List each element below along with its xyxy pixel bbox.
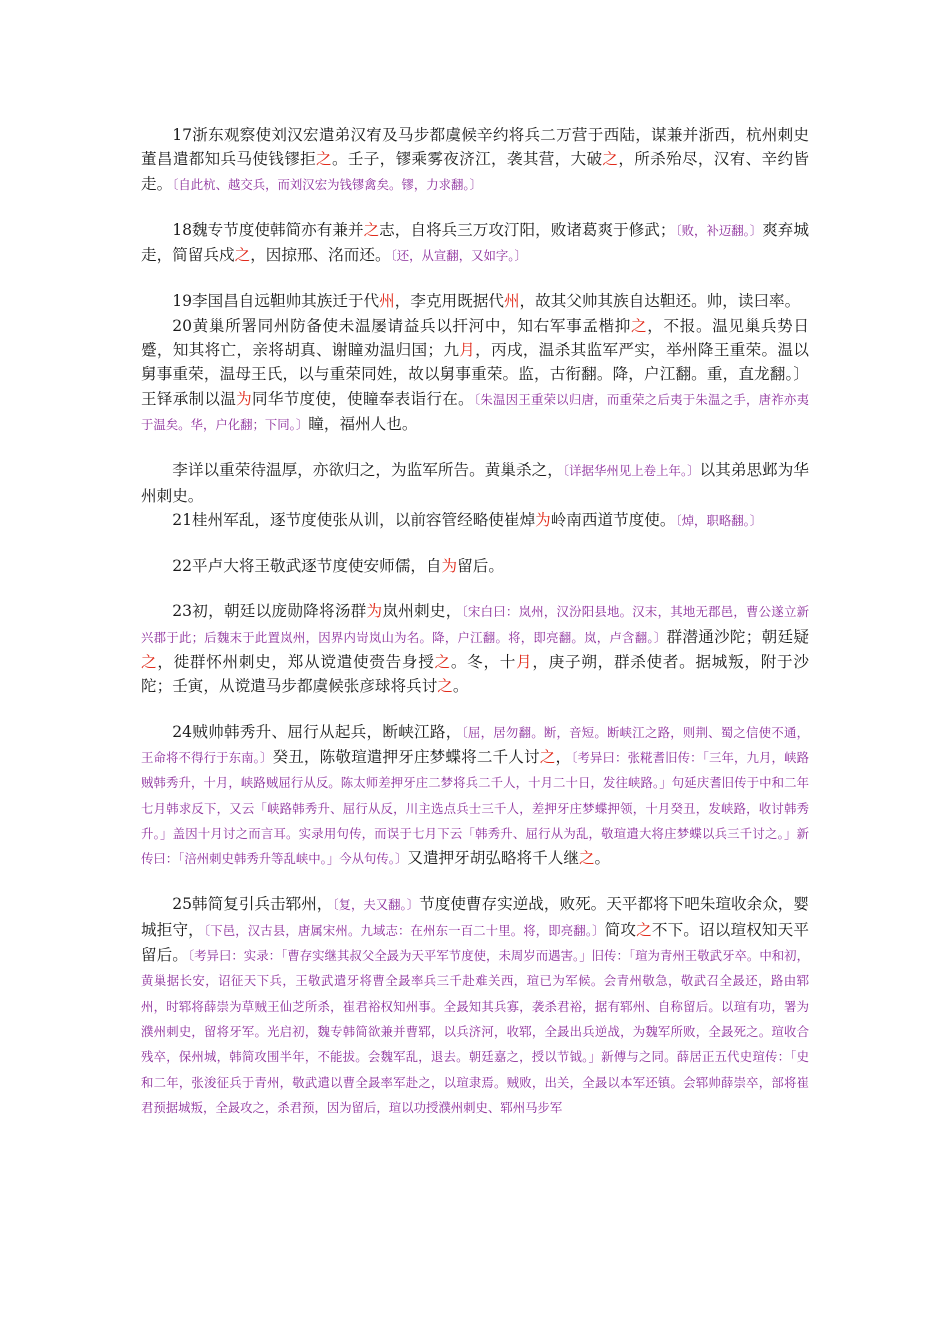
highlighted-char: 月 (516, 653, 533, 672)
text-run: 爽弃城走，简留兵戍 (141, 220, 809, 265)
text-run: 。 (594, 849, 611, 868)
text-run: 简攻 (604, 920, 637, 939)
annotation-note: 〔考异曰：实录：「曹存实继其叔父全晸为天平军节度使，未周岁而遇害。」旧传：「瑄为青州王敬武牙卒。中和初，黄巢据长安，诏征天下兵，王敬武遣牙将曹全晸率兵三千赴难关西，瑄已为军候。会青州敬急，敬武召全晸还，路由郓州，时郓将薛崇为草贼王仙芝所杀，崔君裕权知州事。全晸知其兵寡，袭杀君裕，据有郓州、自称留后。以瑄有功，署为濮州刺史，留将牙军。光启初，魏专韩简欲兼并曹郓，以兵济河，收郓，全晸出兵逆战，为魏军所败，全晸死之。瑄收合残卒，保州城，韩简攻围半年，不能拔。会魏军乱，退去。朝廷嘉之，授以节钺。」新傅与之同。薛居正五代史瑄传：「史和二年，张浚征兵于青州，敬武遣以曹全晸率军赴之，以瑄隶焉。贼败，出关，全晸以本军还镇。会郓帅薛崇卒，部将崔君预据城叛，全晸攻之，杀君预，因为留后，瑄以功授濮州刺史、郓州马步军 (141, 948, 809, 1115)
annotation-note: 〔还，从宣翻，又如字。〕 (390, 248, 527, 264)
text-run: 岭南西道节度使。 (550, 510, 676, 529)
text-run: ，所杀殆尽，汉宥、辛约皆走。 (141, 150, 809, 193)
highlighted-char: 之 (234, 246, 251, 265)
highlighted-char: 之 (363, 220, 380, 239)
text-run: ，不报。温见巢兵势日蹙，知其将亡，亲将胡真、谢瞳劝温归国；九 (141, 316, 809, 360)
text-run: 同华节度使，使瞳奉表诣行在。 (251, 389, 474, 408)
highlighted-char: 之 (316, 150, 332, 169)
annotation-note: 〔宋白曰：岚州，汉汾阳县地。汉末，其地无郡邑，曹公遂立新兴郡于此；后魏末于此置岚州，因界内岢岚山为名。降，户江翻。将，即亮翻。岚，卢含翻。〕 (141, 604, 809, 645)
text-run: 留后。 (457, 557, 504, 576)
text-run: 21桂州军乱，逐节度使张从训，以前容管经略使崔焯 (172, 510, 536, 529)
text-run: 17浙东观察使刘汉宏遣弟汉宥及马步都虞候辛约将兵二万营于西陆，谋兼并浙西，杭州刺史董昌遣都知兵马使钱镠拒 (141, 126, 809, 169)
text-run: 。壬子，镠乘雾夜济江，袭其营，大破 (331, 150, 603, 169)
paragraph-17 (141, 123, 809, 197)
text-run: 22平卢大将王敬武逐节度使安师儒，自 (172, 557, 442, 576)
annotation-note: 〔败，补迈翻。〕 (675, 222, 763, 238)
text-run: 癸丑，陈敬瑄遣押牙庄梦蝶将二千人讨 (272, 747, 540, 766)
text-run: 。 (452, 677, 469, 696)
highlighted-char: 为 (441, 557, 458, 576)
text-run: 24贼帅韩秀升、屈行从起兵，断峡江路， (172, 722, 462, 741)
highlighted-char: 之 (602, 150, 619, 169)
highlighted-char: 州 (379, 292, 395, 311)
annotation-note: 〔复，夫又翻。〕 (332, 897, 420, 913)
text-run: 不下。诏以瑄权知天平留后。 (141, 920, 809, 965)
annotation-note: 〔屈，居勿翻。断，音短。断峡江之路，则荆、蜀之信使不通，王命将不得行于东南。〕 (141, 724, 809, 765)
text-run: ，徙群怀州刺史，郑从谠遣使赍告身授 (157, 653, 435, 672)
highlighted-char: 之 (539, 747, 556, 766)
text-run: 25韩简复引兵击郓州， (172, 895, 333, 914)
annotation-note: 〔朱温因王重荣以归唐，而重荣之后夷于朱温之手，唐祚亦夷于温矣。华，户化翻；下同。〕 (141, 391, 809, 432)
annotation-note: 〔详据华州见上卷上年。〕 (562, 463, 700, 479)
paragraph-22 (141, 554, 809, 578)
document-body (141, 123, 809, 1120)
paragraph-24 (141, 720, 809, 872)
paragraph-21 (141, 508, 809, 533)
highlighted-char: 之 (578, 849, 595, 868)
annotation-note: 〔下邑，汉古县，唐属宋州。九域志：在州东一百二十里。将，即亮翻。〕 (203, 922, 605, 938)
text-run: 岚州刺史， (382, 602, 462, 621)
annotation-note: 〔焯，职略翻。〕 (675, 512, 763, 528)
annotation-note: 〔自此杭、越交兵，而刘汉宏为钱镠禽矣。镠，力求翻。〕 (172, 176, 482, 192)
paragraph-li-xiang (141, 458, 809, 508)
text-run: 志，自将兵三万攻汀阳，败诸葛爽于修武； (379, 220, 676, 239)
text-run: 瞳，福州人也。 (308, 414, 418, 433)
text-run: ， (555, 747, 572, 766)
text-run: 以其弟思邺为华州刺史。 (141, 461, 809, 505)
highlighted-char: 之 (434, 653, 451, 672)
text-run: 李详以重荣待温厚，亦欲归之，为监军所告。黄巢杀之， (172, 461, 563, 480)
highlighted-char: 之 (141, 653, 158, 672)
text-run: ，李克用既据代 (394, 292, 504, 311)
text-run: 19李国昌自远靼帅其族迁于代 (172, 292, 380, 311)
paragraph-23 (141, 599, 809, 698)
highlighted-char: 之 (636, 920, 652, 939)
paragraph-19 (141, 289, 809, 313)
text-run: ，故其父帅其族自达靼还。帅，读曰率。 (519, 292, 801, 311)
text-run: 23初，朝廷以庞勋降将汤群 (172, 602, 367, 621)
text-run: 节度使曹存实逆战，败死。天平都将下吧朱瑄收余众，婴城拒守， (141, 895, 809, 939)
text-run: ，庚子朔，群杀使者。据城叛，附于沙陀；壬寅，从谠遣马步都虞候张彦球将兵讨 (141, 653, 809, 696)
highlighted-char: 之 (437, 677, 453, 696)
text-run: 群潜通沙陀；朝廷疑 (666, 627, 809, 646)
highlighted-char: 之 (631, 316, 648, 335)
text-run: ，因掠邢、洺而还。 (250, 246, 391, 265)
highlighted-char: 月 (459, 341, 476, 360)
annotation-note: 〔考异曰：张糀耆旧传：「三年，九月，峡路贼韩秀升，十月，峡路贼屈行从反。陈太师差押牙庄二梦将兵二千人，十月二十日，发往峡路。」句延庆耆旧传于中和二年七月韩求反下，又云「峡路韩秀升、屈行从反，川主选点兵士三千人，差押牙庄梦蝶押领，十月癸丑，发峡路，收讨韩秀升。」盖因十月讨之而言耳。实录用句传，而误于七月下云「韩秀升、屈行从为乱，敬瑄遣大将庄梦蝶以兵三千讨之。」新传曰：「涪州刺史韩秀升等乱峡中。」今从句传。〕 (141, 749, 809, 867)
paragraph-20 (141, 314, 809, 437)
paragraph-18 (141, 218, 809, 269)
paragraph-25 (141, 892, 809, 1120)
highlighted-char: 州 (503, 292, 520, 311)
text-run: 又遣押牙胡弘略将千人继 (407, 849, 579, 868)
highlighted-char: 为 (366, 602, 383, 621)
text-run: 20黄巢所署同州防备使未温屡请益兵以扞河中，知右军事孟楷抑 (172, 316, 632, 335)
text-run: ，丙戌，温杀其监军严实，举州降王重荣。温以舅事重荣，温母王氏，以与重荣同姓，故以舅事重荣。监，古衔翻。降，户江翻。重，直龙翻。〕王铎承制以温 (141, 341, 809, 408)
highlighted-char: 为 (535, 510, 551, 529)
highlighted-char: 为 (236, 389, 252, 408)
text-run: 。冬，十 (450, 653, 517, 672)
text-run: 18魏专节度使韩简亦有兼并 (172, 220, 364, 239)
